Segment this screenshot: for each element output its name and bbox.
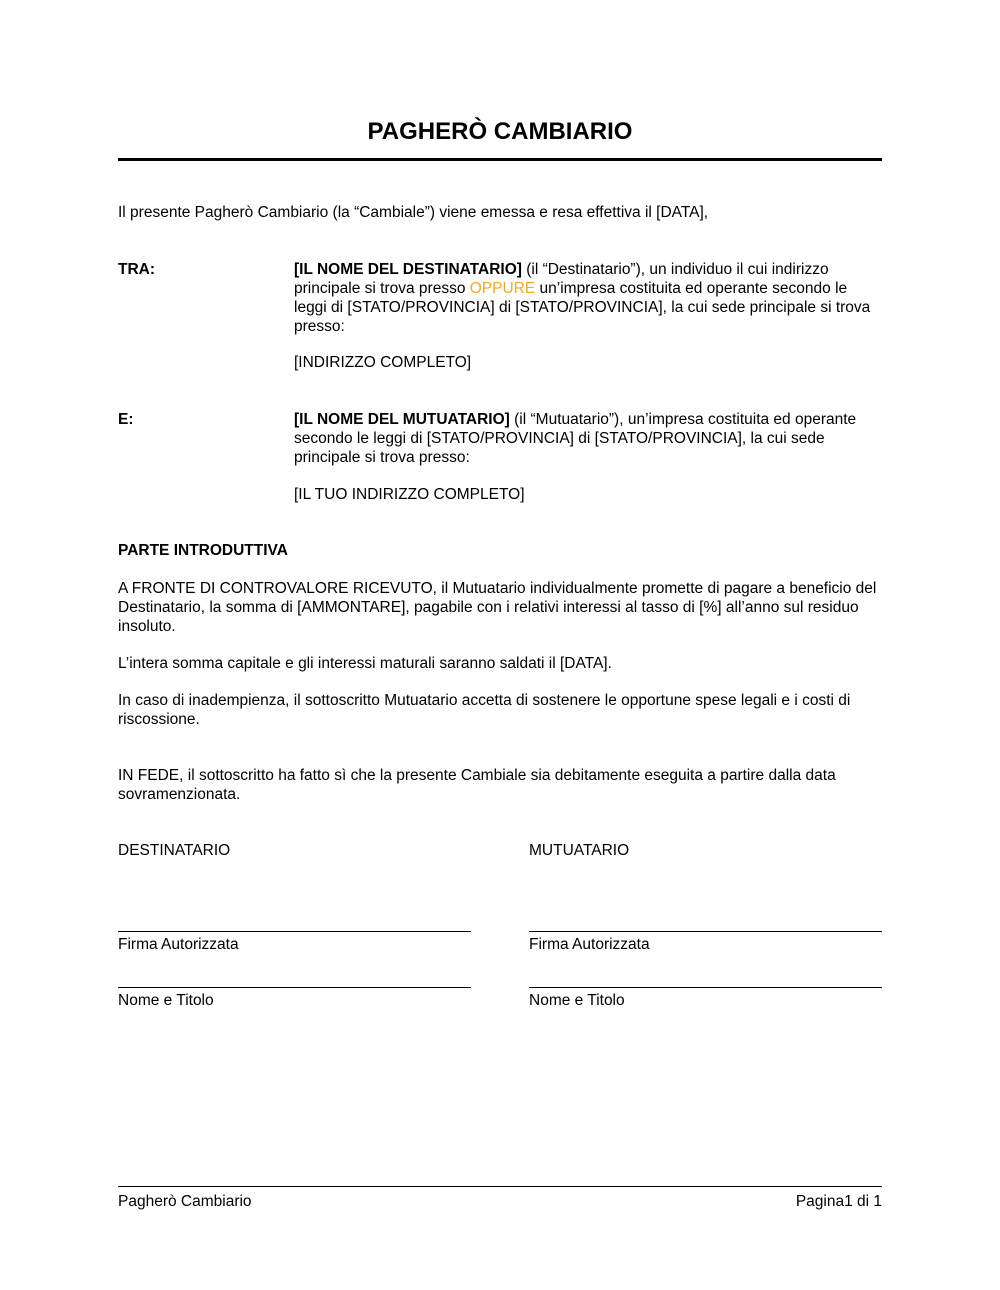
borrower-text: (il “Mutuatario”), un’impresa costituita ed operante secondo le leggi di [STATO/PROVINCIA] di [STATO/PROVINCIA], la cui sede principale si trova presso: xyxy=(294,411,857,466)
paragraph-witness: IN FEDE, il sottoscritto ha fatto sì che la presente Cambiale sia debitamente eseguita a partire dalla data sovramenzionata. xyxy=(118,767,836,803)
signature-party-right: MUTUATARIO xyxy=(529,842,630,859)
name-title-line-left xyxy=(118,987,471,988)
footer-page-number: Pagina1 di 1 xyxy=(795,1193,882,1210)
borrower-paragraph xyxy=(294,410,884,467)
name-title-line-right xyxy=(529,987,882,988)
signature-label-right: Firma Autorizzata xyxy=(529,936,650,953)
payee-text-b: un’impresa costituita ed operante secondo le leggi di [STATO/PROVINCIA] di [STATO/PROVINCIA], la cui sede principale si trova presso: xyxy=(294,280,871,335)
payee-paragraph xyxy=(294,260,884,336)
borrower-name: [IL NOME DEL MUTUATARIO] xyxy=(294,411,510,428)
footer-divider xyxy=(118,1186,882,1187)
paragraph-default: In caso di inadempienza, il sottoscritto Mutuatario accetta di sostenere le opportune spese legali e i costi di riscossione. xyxy=(118,692,851,728)
document-title: PAGHERÒ CAMBIARIO xyxy=(367,118,633,145)
name-title-label-right: Nome e Titolo xyxy=(529,992,625,1009)
payee-address: [INDIRIZZO COMPLETO] xyxy=(294,354,472,371)
title-divider xyxy=(118,158,882,161)
footer-document-name: Pagherò Cambiario xyxy=(118,1193,252,1210)
signature-line-right xyxy=(529,931,882,932)
intro-paragraph: Il presente Pagherò Cambiario (la “Cambiale”) viene emessa e resa effettiva il [DATA], xyxy=(118,204,709,221)
paragraph-maturity: L’intera somma capitale e gli interessi maturali saranno saldati il [DATA]. xyxy=(118,655,612,672)
signature-label-left: Firma Autorizzata xyxy=(118,936,239,953)
e-label: E: xyxy=(118,411,134,428)
paragraph-amount: A FRONTE DI CONTROVALORE RICEVUTO, il Mutuatario individualmente promette di pagare a beneficio del Destinatario, la somma di [AMMONTARE], pagabile con i relativi interessi al tasso di [%] all’anno sul residuo insoluto. xyxy=(118,580,877,635)
payee-name: [IL NOME DEL DESTINATARIO] xyxy=(294,261,522,278)
payee-text-a: (il “Destinatario”), un individuo il cui indirizzo principale si trova presso xyxy=(294,261,829,297)
name-title-label-left: Nome e Titolo xyxy=(118,992,214,1009)
signature-party-left: DESTINATARIO xyxy=(118,842,231,859)
tra-label: TRA: xyxy=(118,261,156,278)
payee-or-option: OPPURE xyxy=(469,280,536,297)
signature-line-left xyxy=(118,931,471,932)
borrower-address: [IL TUO INDIRIZZO COMPLETO] xyxy=(294,486,525,503)
section-heading: PARTE INTRODUTTIVA xyxy=(118,542,288,559)
